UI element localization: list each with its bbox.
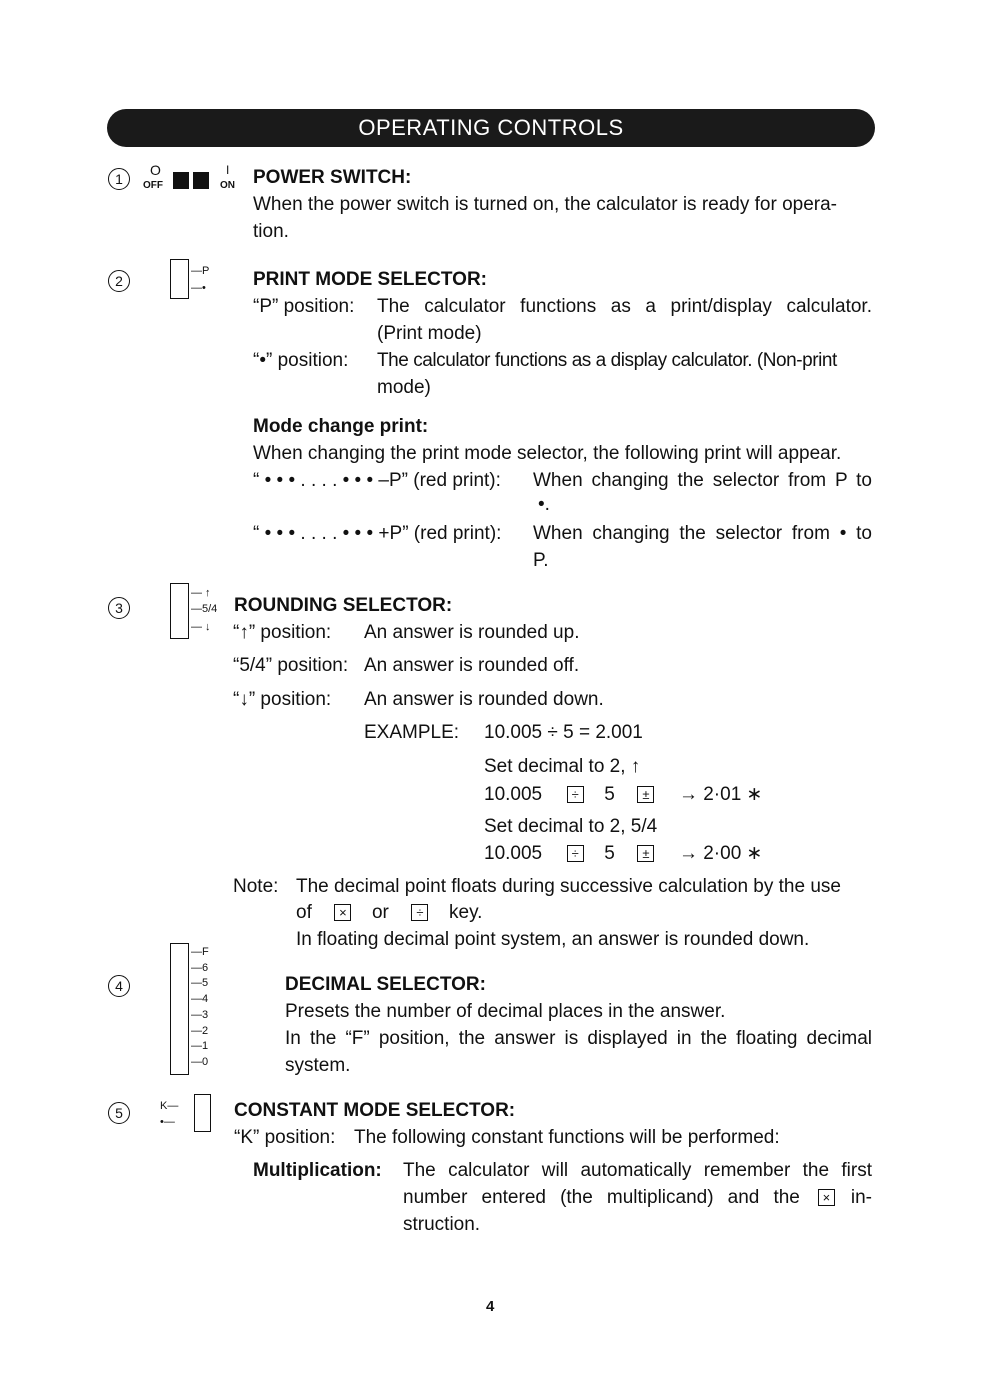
multiplication-desc-2 <box>403 1184 872 1211</box>
decimal-heading: DECIMAL SELECTOR: <box>285 974 486 995</box>
example-calc-line-2 <box>484 840 762 867</box>
constant-heading: CONSTANT MODE SELECTOR: <box>234 1100 516 1121</box>
off-label: OFF <box>143 180 163 191</box>
power-switch-desc-2: tion. <box>253 221 289 242</box>
mode-change-print-desc: When changing the print mode selector, the following print will appear. <box>253 443 842 464</box>
decimal-desc-2: In the “F” position, the answer is displayed in the floating decimal <box>285 1028 872 1049</box>
rounding-slider <box>170 583 189 639</box>
note-of: of <box>296 902 312 923</box>
print-mode-p-desc-1: The calculator functions as a print/display calculator. <box>377 296 872 317</box>
power-switch-icon <box>143 164 241 194</box>
on-label: ON <box>220 180 235 191</box>
constant-tick-dot: •— <box>160 1116 175 1128</box>
multiplication-desc-3: struction. <box>403 1214 481 1235</box>
switch-block-right <box>193 172 209 189</box>
item-number-3: 3 <box>108 597 130 619</box>
constant-k-desc: The following constant functions will be performed: <box>354 1127 780 1148</box>
rounding-down-desc: An answer is rounded down. <box>364 689 604 710</box>
minus-p-print-code: “ • • • . . . . • • • –P” (red print): <box>253 470 501 491</box>
calc-result-up: → 2·01 ∗ <box>678 784 763 805</box>
multiply-key-icon: × <box>334 904 351 921</box>
minus-p-print-desc-1: When changing the selector from P to <box>533 470 872 491</box>
decimal-slider <box>170 943 189 1075</box>
rounding-tick-54: —5/4 <box>191 603 218 615</box>
divide-key-icon: ÷ <box>567 845 584 862</box>
print-mode-switch-icon <box>170 259 225 301</box>
divide-key-icon: ÷ <box>567 786 584 803</box>
section-title-banner <box>107 109 875 147</box>
decimal-tick: —4 <box>191 993 209 1006</box>
off-symbol: O <box>150 162 161 178</box>
rounding-up-desc: An answer is rounded up. <box>364 622 580 643</box>
calc-dividend: 10.005 <box>484 843 543 864</box>
section-title: OPERATING CONTROLS <box>358 115 624 140</box>
print-mode-p-label: “P” position: <box>253 296 355 317</box>
print-mode-dot-desc-1: The calculator functions as a display calculator. (Non-print <box>377 350 837 371</box>
page-number: 4 <box>486 1298 495 1315</box>
print-mode-dot-label: “•” position: <box>253 350 349 371</box>
rounding-off-desc: An answer is rounded off. <box>364 655 580 676</box>
divide-key-icon: ÷ <box>411 904 428 921</box>
rounding-heading: ROUNDING SELECTOR: <box>234 595 453 616</box>
print-mode-tick-p: —P <box>191 265 210 277</box>
minus-p-print-desc-2: •. <box>538 494 550 515</box>
constant-tick-k: K— <box>160 1100 179 1112</box>
item-number-5: 5 <box>108 1102 130 1124</box>
note-line-3: In floating decimal point system, an answer is rounded down. <box>296 929 810 950</box>
note-line-1: The decimal point floats during successive calculation by the use <box>296 876 841 897</box>
rounding-tick-up: — ↑ <box>191 587 211 599</box>
constant-k-label: “K” position: <box>234 1127 336 1148</box>
constant-slider <box>194 1094 211 1132</box>
print-mode-dot-desc-2: mode) <box>377 377 431 398</box>
note-label: Note: <box>233 876 279 897</box>
note-or: or <box>371 902 389 923</box>
power-switch-desc-1: When the power switch is turned on, the calculator is ready for opera- <box>253 194 838 215</box>
print-mode-p-desc-2: (Print mode) <box>377 323 482 344</box>
print-mode-tick-dot: —• <box>191 282 206 294</box>
plus-p-print-desc-1: When changing the selector from • to <box>533 523 872 544</box>
calc-result-off: → 2·00 ∗ <box>678 843 763 864</box>
mode-change-print-heading: Mode change print: <box>253 416 429 437</box>
multiply-key-icon: × <box>818 1189 835 1206</box>
multiplication-label: Multiplication: <box>253 1160 382 1181</box>
on-symbol: I <box>226 163 230 177</box>
decimal-tick: —0 <box>191 1055 209 1068</box>
rounding-off-label: “5/4” position: <box>233 655 349 676</box>
rounding-up-label: “↑” position: <box>233 622 332 643</box>
decimal-tick: —6 <box>191 961 209 974</box>
calc-divisor: 5 <box>604 843 615 864</box>
plus-p-print-desc-2: P. <box>533 550 549 571</box>
note-key: key. <box>449 902 483 923</box>
decimal-tick: —2 <box>191 1024 209 1037</box>
example-expression: 10.005 ÷ 5 = 2.001 <box>484 722 643 743</box>
item-number-2: 2 <box>108 270 130 292</box>
decimal-desc-3: system. <box>285 1055 351 1076</box>
item-number-1: 1 <box>108 168 130 190</box>
constant-switch-icon <box>160 1094 216 1134</box>
equals-key-icon: ± <box>637 845 654 862</box>
print-mode-slider <box>170 259 189 299</box>
rounding-tick-down: — ↓ <box>191 621 211 633</box>
calc-dividend: 10.005 <box>484 784 543 805</box>
decimal-desc-1: Presets the number of decimal places in the answer. <box>285 1001 726 1022</box>
decimal-tick: —3 <box>191 1008 209 1021</box>
plus-p-print-code: “ • • • . . . . • • • +P” (red print): <box>253 523 502 544</box>
multiplication-desc-2a: number entered (the multiplicand) and the <box>403 1187 800 1208</box>
example-label: EXAMPLE: <box>364 722 460 743</box>
multiplication-desc-1: The calculator will automatically remember the first <box>403 1160 872 1181</box>
power-switch-heading: POWER SWITCH: <box>253 167 412 188</box>
note-line-2 <box>296 899 482 926</box>
multiplication-desc-2b: in- <box>850 1187 872 1208</box>
decimal-switch-icon <box>170 943 230 1077</box>
rounding-switch-icon <box>170 583 235 641</box>
example-set-decimal-off: Set decimal to 2, 5/4 <box>484 816 658 837</box>
example-set-decimal-up: Set decimal to 2, ↑ <box>484 756 641 777</box>
equals-key-icon: ± <box>637 786 654 803</box>
decimal-tick: —F <box>191 946 209 958</box>
example-calc-line-1 <box>484 781 762 808</box>
print-mode-heading: PRINT MODE SELECTOR: <box>253 269 487 290</box>
item-number-4: 4 <box>108 975 130 997</box>
decimal-tick: —5 <box>191 977 209 990</box>
calc-divisor: 5 <box>604 784 615 805</box>
switch-block-left <box>173 172 189 189</box>
decimal-tick: —1 <box>191 1040 209 1053</box>
rounding-down-label: “↓” position: <box>233 689 332 710</box>
